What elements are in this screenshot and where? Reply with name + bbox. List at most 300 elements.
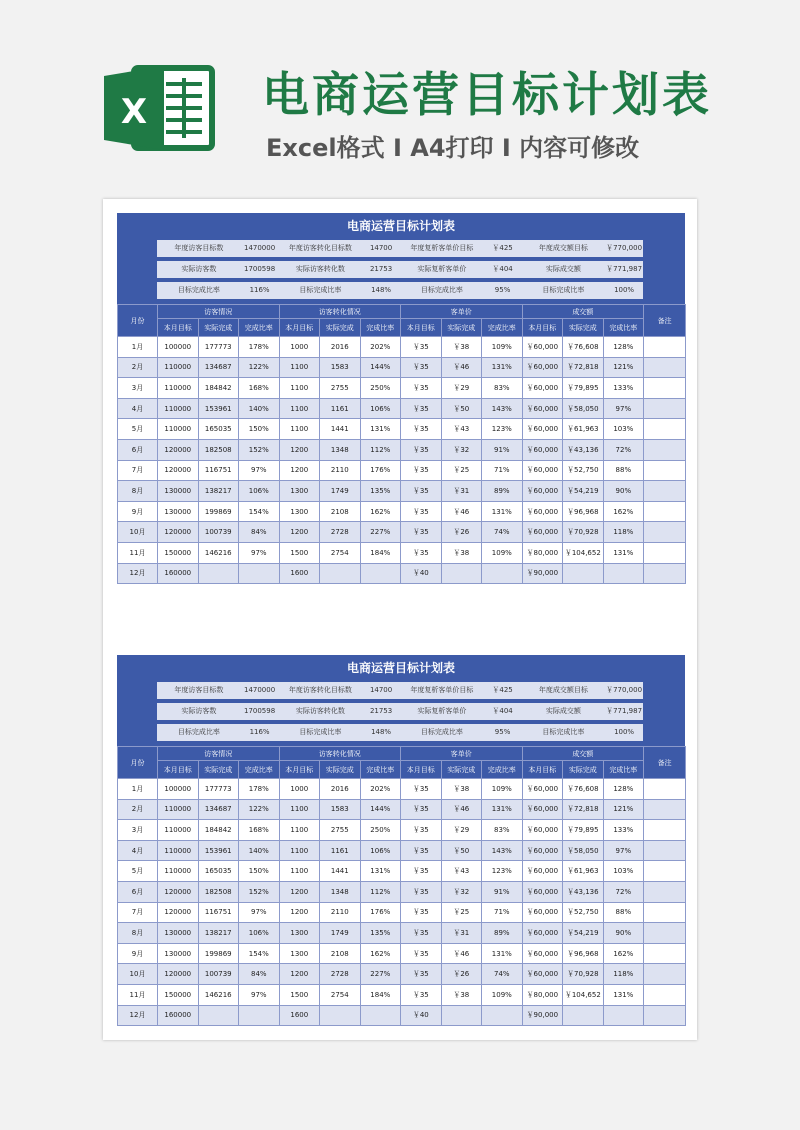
table-cell[interactable]: ￥38 (441, 779, 482, 800)
table-cell[interactable]: ￥35 (401, 522, 442, 543)
table-cell[interactable]: 1200 (279, 439, 320, 460)
table-cell[interactable]: 1000 (279, 337, 320, 358)
table-cell[interactable] (320, 1005, 361, 1026)
table-cell[interactable]: ￥35 (401, 820, 442, 841)
table-cell[interactable]: ￥52,750 (563, 460, 604, 481)
table-cell[interactable]: 116751 (198, 460, 239, 481)
table-cell[interactable]: 1100 (279, 357, 320, 378)
table-cell[interactable]: 106% (360, 398, 401, 419)
table-cell[interactable]: 152% (239, 881, 280, 902)
table-cell[interactable]: ￥50 (441, 840, 482, 861)
table-cell[interactable]: ￥80,000 (522, 984, 563, 1005)
table-cell[interactable]: 202% (360, 779, 401, 800)
table-cell[interactable]: 112% (360, 881, 401, 902)
table-cell[interactable]: 118% (603, 522, 644, 543)
table-cell[interactable]: 130000 (158, 481, 199, 502)
table-cell[interactable]: 120000 (158, 881, 199, 902)
table-cell[interactable]: ￥76,608 (563, 779, 604, 800)
table-cell[interactable]: 1100 (279, 419, 320, 440)
table-cell[interactable]: 106% (239, 923, 280, 944)
notes-cell[interactable] (644, 563, 686, 584)
notes-cell[interactable] (644, 522, 686, 543)
notes-cell[interactable] (644, 902, 686, 923)
table-cell[interactable]: ￥60,000 (522, 357, 563, 378)
table-cell[interactable]: 199869 (198, 943, 239, 964)
table-cell[interactable]: ￥25 (441, 902, 482, 923)
table-cell[interactable]: 97% (239, 984, 280, 1005)
table-cell[interactable]: ￥60,000 (522, 881, 563, 902)
month-cell[interactable]: 10月 (118, 964, 158, 985)
table-cell[interactable]: 1200 (279, 522, 320, 543)
table-cell[interactable]: 1100 (279, 799, 320, 820)
table-cell[interactable]: 133% (603, 820, 644, 841)
table-cell[interactable] (360, 563, 401, 584)
table-cell[interactable]: 176% (360, 460, 401, 481)
table-cell[interactable]: ￥90,000 (522, 563, 563, 584)
table-cell[interactable]: 138217 (198, 481, 239, 502)
notes-cell[interactable] (644, 964, 686, 985)
table-cell[interactable]: 120000 (158, 439, 199, 460)
table-cell[interactable]: ￥72,818 (563, 799, 604, 820)
month-cell[interactable]: 11月 (118, 984, 158, 1005)
table-cell[interactable]: 250% (360, 820, 401, 841)
table-cell[interactable] (441, 563, 482, 584)
table-cell[interactable]: 178% (239, 779, 280, 800)
table-cell[interactable]: ￥35 (401, 923, 442, 944)
table-cell[interactable]: 131% (360, 419, 401, 440)
table-cell[interactable]: 74% (482, 964, 523, 985)
table-cell[interactable]: 143% (482, 398, 523, 419)
table-cell[interactable]: ￥61,963 (563, 419, 604, 440)
table-cell[interactable]: 103% (603, 419, 644, 440)
table-cell[interactable]: 131% (482, 799, 523, 820)
table-cell[interactable]: 1441 (320, 861, 361, 882)
table-cell[interactable]: ￥60,000 (522, 820, 563, 841)
notes-cell[interactable] (644, 923, 686, 944)
table-cell[interactable]: ￥35 (401, 378, 442, 399)
table-cell[interactable]: ￥104,652 (563, 984, 604, 1005)
notes-cell[interactable] (644, 799, 686, 820)
table-cell[interactable]: 88% (603, 460, 644, 481)
table-cell[interactable]: 134687 (198, 357, 239, 378)
table-cell[interactable]: ￥60,000 (522, 522, 563, 543)
table-cell[interactable]: ￥76,608 (563, 337, 604, 358)
table-cell[interactable]: 1749 (320, 923, 361, 944)
table-cell[interactable]: 134687 (198, 799, 239, 820)
table-cell[interactable]: 144% (360, 799, 401, 820)
table-cell[interactable]: ￥60,000 (522, 779, 563, 800)
table-cell[interactable]: 120000 (158, 902, 199, 923)
table-cell[interactable]: ￥40 (401, 563, 442, 584)
table-cell[interactable]: ￥43 (441, 861, 482, 882)
table-cell[interactable]: 150% (239, 419, 280, 440)
table-cell[interactable]: ￥35 (401, 439, 442, 460)
table-cell[interactable]: ￥35 (401, 943, 442, 964)
table-cell[interactable]: 1300 (279, 481, 320, 502)
notes-cell[interactable] (644, 378, 686, 399)
month-cell[interactable]: 8月 (118, 481, 158, 502)
table-cell[interactable]: 2754 (320, 542, 361, 563)
month-cell[interactable]: 1月 (118, 779, 158, 800)
table-cell[interactable]: ￥58,050 (563, 840, 604, 861)
table-cell[interactable]: 146216 (198, 984, 239, 1005)
table-cell[interactable]: 1348 (320, 439, 361, 460)
table-cell[interactable]: 84% (239, 964, 280, 985)
table-cell[interactable]: 146216 (198, 542, 239, 563)
table-cell[interactable]: 1100 (279, 861, 320, 882)
table-cell[interactable]: 176% (360, 902, 401, 923)
table-cell[interactable]: 71% (482, 902, 523, 923)
table-cell[interactable]: 135% (360, 481, 401, 502)
table-cell[interactable]: 184842 (198, 820, 239, 841)
table-cell[interactable]: 88% (603, 902, 644, 923)
table-cell[interactable]: ￥38 (441, 984, 482, 1005)
table-cell[interactable]: ￥38 (441, 337, 482, 358)
table-cell[interactable]: 84% (239, 522, 280, 543)
month-cell[interactable]: 9月 (118, 501, 158, 522)
table-cell[interactable]: 1161 (320, 840, 361, 861)
table-cell[interactable]: 153961 (198, 840, 239, 861)
table-cell[interactable]: 112% (360, 439, 401, 460)
notes-cell[interactable] (644, 984, 686, 1005)
table-cell[interactable]: 2016 (320, 779, 361, 800)
table-cell[interactable]: ￥46 (441, 357, 482, 378)
table-cell[interactable]: 162% (603, 501, 644, 522)
table-cell[interactable]: ￥35 (401, 481, 442, 502)
table-cell[interactable]: ￥80,000 (522, 542, 563, 563)
table-cell[interactable]: ￥26 (441, 964, 482, 985)
table-cell[interactable]: 2016 (320, 337, 361, 358)
table-cell[interactable]: ￥72,818 (563, 357, 604, 378)
table-cell[interactable] (198, 1005, 239, 1026)
table-cell[interactable]: 2108 (320, 501, 361, 522)
table-cell[interactable]: ￥70,928 (563, 964, 604, 985)
table-cell[interactable]: 165035 (198, 861, 239, 882)
table-cell[interactable]: 122% (239, 799, 280, 820)
table-cell[interactable]: ￥60,000 (522, 460, 563, 481)
table-cell[interactable]: 152% (239, 439, 280, 460)
table-cell[interactable]: 110000 (158, 799, 199, 820)
table-cell[interactable]: 123% (482, 419, 523, 440)
table-cell[interactable]: 150% (239, 861, 280, 882)
table-cell[interactable]: 83% (482, 378, 523, 399)
table-cell[interactable]: ￥35 (401, 542, 442, 563)
table-cell[interactable]: 110000 (158, 419, 199, 440)
table-cell[interactable]: ￥50 (441, 398, 482, 419)
table-cell[interactable]: ￥60,000 (522, 799, 563, 820)
table-cell[interactable]: 128% (603, 779, 644, 800)
table-cell[interactable]: ￥35 (401, 799, 442, 820)
table-cell[interactable]: 120000 (158, 522, 199, 543)
table-cell[interactable]: ￥35 (401, 357, 442, 378)
table-cell[interactable]: 122% (239, 357, 280, 378)
table-cell[interactable]: 110000 (158, 357, 199, 378)
table-cell[interactable]: 2110 (320, 902, 361, 923)
table-cell[interactable]: 150000 (158, 984, 199, 1005)
table-cell[interactable]: 100739 (198, 522, 239, 543)
table-cell[interactable]: 1500 (279, 542, 320, 563)
table-cell[interactable]: ￥32 (441, 439, 482, 460)
table-cell[interactable]: ￥43,136 (563, 881, 604, 902)
table-cell[interactable]: 199869 (198, 501, 239, 522)
month-cell[interactable]: 5月 (118, 419, 158, 440)
table-cell[interactable]: ￥35 (401, 779, 442, 800)
table-cell[interactable]: ￥31 (441, 481, 482, 502)
notes-cell[interactable] (644, 820, 686, 841)
table-cell[interactable]: 1200 (279, 460, 320, 481)
table-cell[interactable]: 106% (239, 481, 280, 502)
notes-cell[interactable] (644, 398, 686, 419)
notes-cell[interactable] (644, 501, 686, 522)
table-cell[interactable] (603, 1005, 644, 1026)
table-cell[interactable]: 153961 (198, 398, 239, 419)
month-cell[interactable]: 4月 (118, 398, 158, 419)
table-cell[interactable]: 177773 (198, 779, 239, 800)
notes-cell[interactable] (644, 542, 686, 563)
table-cell[interactable]: 91% (482, 439, 523, 460)
table-cell[interactable] (603, 563, 644, 584)
table-cell[interactable]: 103% (603, 861, 644, 882)
notes-cell[interactable] (644, 779, 686, 800)
table-cell[interactable]: 135% (360, 923, 401, 944)
table-cell[interactable]: 100000 (158, 779, 199, 800)
table-cell[interactable]: ￥70,928 (563, 522, 604, 543)
table-cell[interactable]: ￥29 (441, 378, 482, 399)
table-cell[interactable]: ￥104,652 (563, 542, 604, 563)
table-cell[interactable]: 131% (360, 861, 401, 882)
table-cell[interactable]: ￥46 (441, 799, 482, 820)
table-cell[interactable]: 2108 (320, 943, 361, 964)
table-cell[interactable]: 118% (603, 964, 644, 985)
table-cell[interactable]: ￥60,000 (522, 337, 563, 358)
table-cell[interactable]: 120000 (158, 460, 199, 481)
table-cell[interactable] (239, 1005, 280, 1026)
notes-cell[interactable] (644, 481, 686, 502)
table-cell[interactable]: 168% (239, 820, 280, 841)
table-cell[interactable]: 131% (482, 943, 523, 964)
month-cell[interactable]: 9月 (118, 943, 158, 964)
table-cell[interactable]: 100000 (158, 337, 199, 358)
table-cell[interactable]: ￥60,000 (522, 378, 563, 399)
table-cell[interactable]: ￥35 (401, 861, 442, 882)
table-cell[interactable]: 110000 (158, 378, 199, 399)
table-cell[interactable]: 97% (239, 460, 280, 481)
table-cell[interactable]: 1749 (320, 481, 361, 502)
table-cell[interactable] (198, 563, 239, 584)
notes-cell[interactable] (644, 881, 686, 902)
month-cell[interactable]: 3月 (118, 378, 158, 399)
table-cell[interactable]: ￥46 (441, 501, 482, 522)
notes-cell[interactable] (644, 460, 686, 481)
table-cell[interactable]: ￥35 (401, 337, 442, 358)
table-cell[interactable]: 165035 (198, 419, 239, 440)
table-cell[interactable]: ￥90,000 (522, 1005, 563, 1026)
table-cell[interactable] (482, 563, 523, 584)
table-cell[interactable]: 130000 (158, 943, 199, 964)
month-cell[interactable]: 3月 (118, 820, 158, 841)
table-cell[interactable]: ￥60,000 (522, 439, 563, 460)
table-cell[interactable]: 71% (482, 460, 523, 481)
table-cell[interactable]: 1348 (320, 881, 361, 902)
table-cell[interactable]: 91% (482, 881, 523, 902)
table-cell[interactable]: 74% (482, 522, 523, 543)
table-cell[interactable]: ￥79,895 (563, 820, 604, 841)
table-cell[interactable]: 131% (482, 501, 523, 522)
table-cell[interactable]: ￥43 (441, 419, 482, 440)
notes-cell[interactable] (644, 337, 686, 358)
month-cell[interactable]: 12月 (118, 563, 158, 584)
table-cell[interactable]: 177773 (198, 337, 239, 358)
table-cell[interactable]: ￥52,750 (563, 902, 604, 923)
table-cell[interactable]: ￥60,000 (522, 923, 563, 944)
table-cell[interactable]: ￥60,000 (522, 481, 563, 502)
table-cell[interactable] (563, 1005, 604, 1026)
table-cell[interactable]: ￥35 (401, 881, 442, 902)
table-cell[interactable]: 110000 (158, 861, 199, 882)
table-cell[interactable]: 72% (603, 439, 644, 460)
table-cell[interactable]: 2755 (320, 378, 361, 399)
month-cell[interactable]: 11月 (118, 542, 158, 563)
table-cell[interactable]: 128% (603, 337, 644, 358)
table-cell[interactable]: ￥35 (401, 964, 442, 985)
table-cell[interactable]: 160000 (158, 1005, 199, 1026)
table-cell[interactable]: 131% (603, 542, 644, 563)
month-cell[interactable]: 6月 (118, 881, 158, 902)
table-cell[interactable] (441, 1005, 482, 1026)
table-cell[interactable]: 1000 (279, 779, 320, 800)
table-cell[interactable]: 83% (482, 820, 523, 841)
table-cell[interactable]: ￥35 (401, 419, 442, 440)
notes-cell[interactable] (644, 439, 686, 460)
table-cell[interactable]: 90% (603, 481, 644, 502)
table-cell[interactable]: 2728 (320, 964, 361, 985)
table-cell[interactable]: 2110 (320, 460, 361, 481)
table-cell[interactable]: 110000 (158, 840, 199, 861)
table-cell[interactable]: ￥60,000 (522, 501, 563, 522)
table-cell[interactable]: 109% (482, 779, 523, 800)
month-cell[interactable]: 5月 (118, 861, 158, 882)
table-cell[interactable]: 138217 (198, 923, 239, 944)
month-cell[interactable]: 6月 (118, 439, 158, 460)
table-cell[interactable]: 100739 (198, 964, 239, 985)
table-cell[interactable]: ￥35 (401, 501, 442, 522)
table-cell[interactable]: ￥79,895 (563, 378, 604, 399)
table-cell[interactable]: 178% (239, 337, 280, 358)
table-cell[interactable]: 123% (482, 861, 523, 882)
table-cell[interactable]: ￥26 (441, 522, 482, 543)
table-cell[interactable] (320, 563, 361, 584)
table-cell[interactable]: ￥60,000 (522, 943, 563, 964)
table-cell[interactable]: ￥54,219 (563, 923, 604, 944)
table-cell[interactable]: 131% (482, 357, 523, 378)
table-cell[interactable]: 1200 (279, 902, 320, 923)
table-cell[interactable]: 120000 (158, 964, 199, 985)
table-cell[interactable]: 131% (603, 984, 644, 1005)
table-cell[interactable]: 133% (603, 378, 644, 399)
table-cell[interactable]: 89% (482, 481, 523, 502)
table-cell[interactable]: 97% (603, 398, 644, 419)
table-cell[interactable]: ￥31 (441, 923, 482, 944)
table-cell[interactable]: ￥35 (401, 398, 442, 419)
table-cell[interactable]: 121% (603, 799, 644, 820)
table-cell[interactable]: ￥25 (441, 460, 482, 481)
table-cell[interactable]: ￥35 (401, 460, 442, 481)
table-cell[interactable]: 1100 (279, 820, 320, 841)
table-cell[interactable]: 110000 (158, 820, 199, 841)
table-cell[interactable]: ￥35 (401, 984, 442, 1005)
table-cell[interactable]: 72% (603, 881, 644, 902)
table-cell[interactable]: 154% (239, 501, 280, 522)
table-cell[interactable]: 140% (239, 398, 280, 419)
table-cell[interactable]: ￥61,963 (563, 861, 604, 882)
table-cell[interactable]: 1500 (279, 984, 320, 1005)
table-cell[interactable]: 130000 (158, 501, 199, 522)
table-cell[interactable] (563, 563, 604, 584)
table-cell[interactable]: 116751 (198, 902, 239, 923)
table-cell[interactable]: 2754 (320, 984, 361, 1005)
table-cell[interactable]: ￥60,000 (522, 398, 563, 419)
table-cell[interactable]: 160000 (158, 563, 199, 584)
table-cell[interactable]: 227% (360, 522, 401, 543)
table-cell[interactable]: 184842 (198, 378, 239, 399)
table-cell[interactable]: ￥96,968 (563, 501, 604, 522)
table-cell[interactable]: 1100 (279, 840, 320, 861)
table-cell[interactable]: 2728 (320, 522, 361, 543)
table-cell[interactable]: 1100 (279, 378, 320, 399)
table-cell[interactable]: 1300 (279, 501, 320, 522)
month-cell[interactable]: 4月 (118, 840, 158, 861)
table-cell[interactable]: 121% (603, 357, 644, 378)
table-cell[interactable]: 109% (482, 542, 523, 563)
table-cell[interactable]: 110000 (158, 398, 199, 419)
table-cell[interactable]: 202% (360, 337, 401, 358)
table-cell[interactable]: 97% (603, 840, 644, 861)
table-cell[interactable]: 1100 (279, 398, 320, 419)
table-cell[interactable]: ￥60,000 (522, 861, 563, 882)
table-cell[interactable]: 184% (360, 984, 401, 1005)
notes-cell[interactable] (644, 357, 686, 378)
table-cell[interactable]: ￥54,219 (563, 481, 604, 502)
month-cell[interactable]: 1月 (118, 337, 158, 358)
table-cell[interactable]: ￥46 (441, 943, 482, 964)
notes-cell[interactable] (644, 840, 686, 861)
table-cell[interactable]: 1441 (320, 419, 361, 440)
table-cell[interactable]: ￥96,968 (563, 943, 604, 964)
notes-cell[interactable] (644, 861, 686, 882)
table-cell[interactable] (360, 1005, 401, 1026)
table-cell[interactable] (239, 563, 280, 584)
table-cell[interactable]: 162% (360, 943, 401, 964)
table-cell[interactable]: 1200 (279, 964, 320, 985)
month-cell[interactable]: 2月 (118, 799, 158, 820)
table-cell[interactable]: 140% (239, 840, 280, 861)
table-cell[interactable]: 1200 (279, 881, 320, 902)
table-cell[interactable]: ￥32 (441, 881, 482, 902)
table-cell[interactable]: 97% (239, 902, 280, 923)
table-cell[interactable]: 130000 (158, 923, 199, 944)
table-cell[interactable]: 162% (360, 501, 401, 522)
notes-cell[interactable] (644, 943, 686, 964)
table-cell[interactable]: 97% (239, 542, 280, 563)
table-cell[interactable]: 182508 (198, 881, 239, 902)
table-cell[interactable]: ￥60,000 (522, 964, 563, 985)
notes-cell[interactable] (644, 1005, 686, 1026)
notes-cell[interactable] (644, 419, 686, 440)
month-cell[interactable]: 7月 (118, 460, 158, 481)
month-cell[interactable]: 8月 (118, 923, 158, 944)
month-cell[interactable]: 12月 (118, 1005, 158, 1026)
table-cell[interactable]: ￥40 (401, 1005, 442, 1026)
